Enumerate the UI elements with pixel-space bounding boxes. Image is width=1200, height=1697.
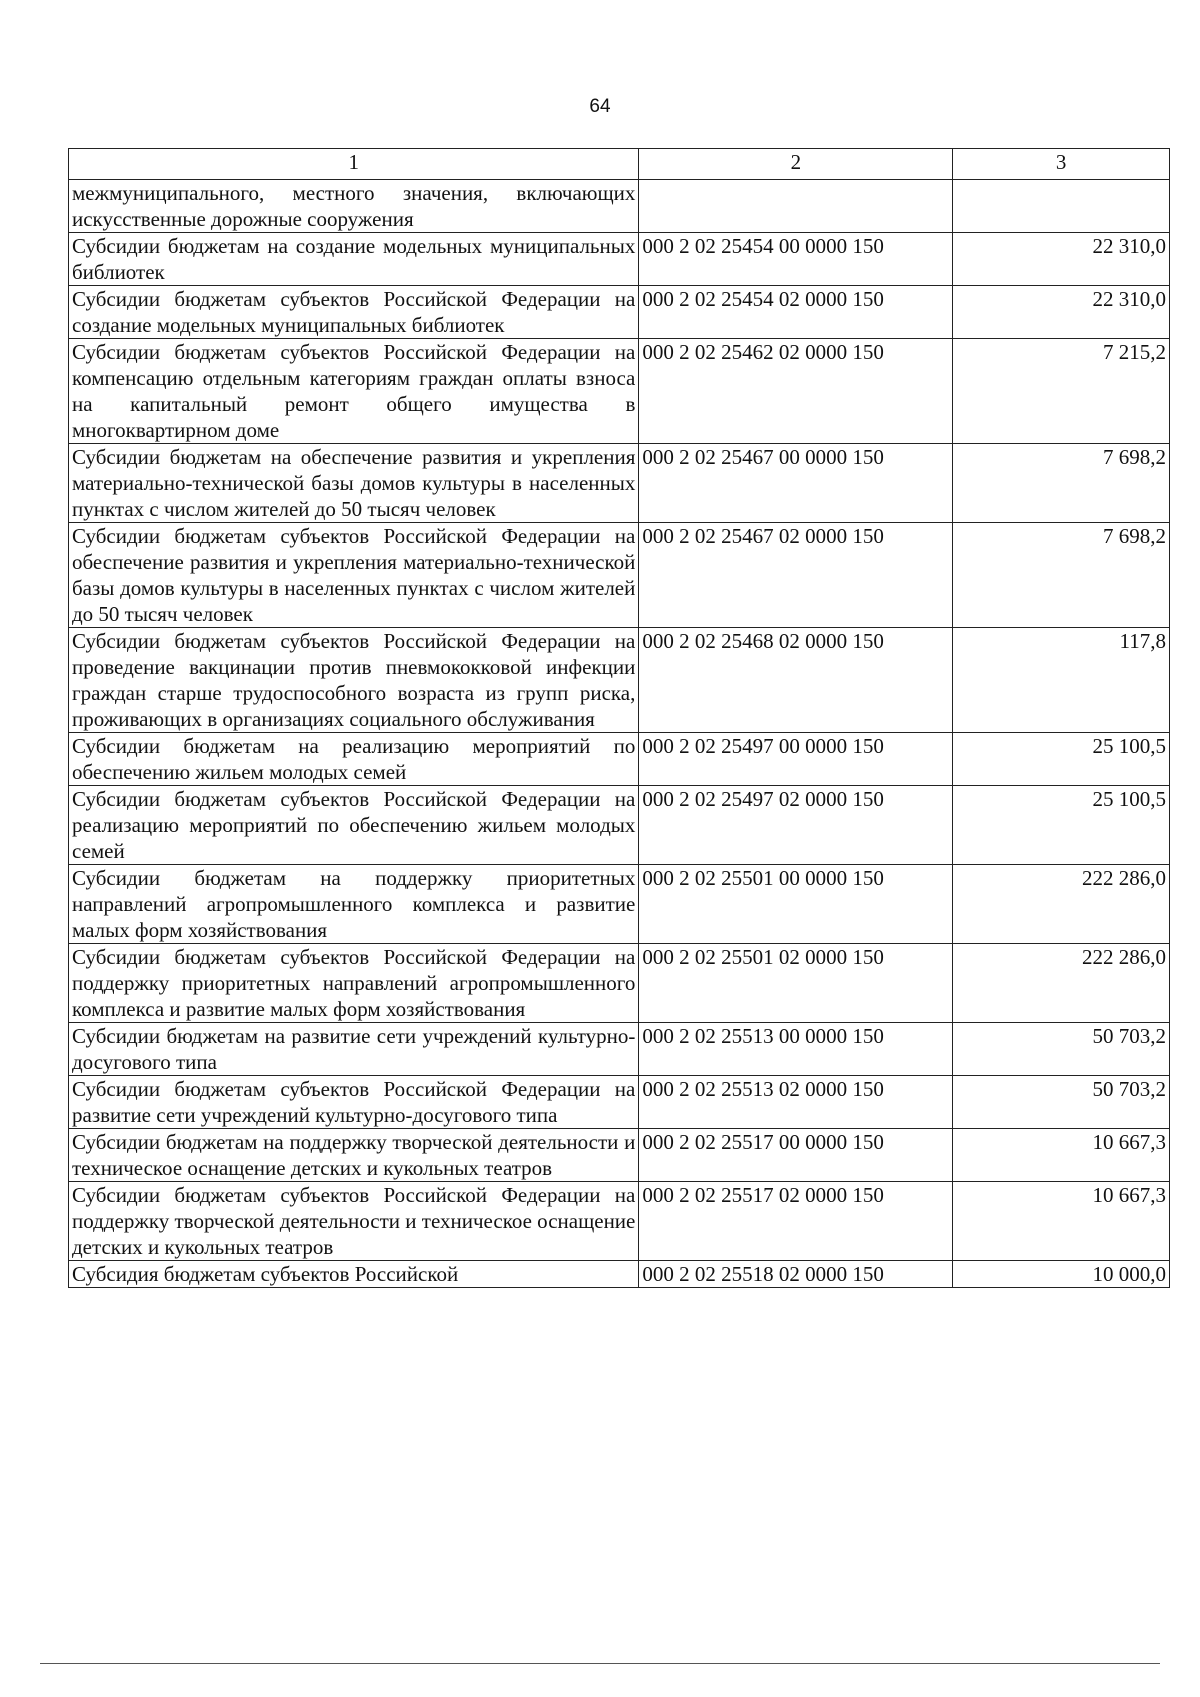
row-code (639, 180, 953, 233)
row-description: Субсидии бюджетам на поддержку приоритетных направлений агропромышленного комплекса и развитие малых форм хозяйствования (69, 865, 639, 944)
column-header: 1 (69, 149, 639, 180)
row-description: межмуниципального, местного значения, включающих искусственные дорожные сооружения (69, 180, 639, 233)
row-amount: 50 703,2 (953, 1023, 1170, 1076)
row-code: 000 2 02 25454 00 0000 150 (639, 233, 953, 286)
row-amount: 25 100,5 (953, 786, 1170, 865)
row-description: Субсидии бюджетам субъектов Российской Федерации на обеспечение развития и укрепления материально-технической базы домов культуры в населенных пунктах с числом жителей до 50 тысяч человек (69, 523, 639, 628)
row-code: 000 2 02 25497 02 0000 150 (639, 786, 953, 865)
row-description: Субсидии бюджетам субъектов Российской Федерации на развитие сети учреждений культурно-досугового типа (69, 1076, 639, 1129)
row-description: Субсидии бюджетам субъектов Российской Федерации на создание модельных муниципальных библиотек (69, 286, 639, 339)
row-code: 000 2 02 25467 02 0000 150 (639, 523, 953, 628)
row-code: 000 2 02 25513 00 0000 150 (639, 1023, 953, 1076)
row-code: 000 2 02 25462 02 0000 150 (639, 339, 953, 444)
row-code: 000 2 02 25513 02 0000 150 (639, 1076, 953, 1129)
table-row (69, 233, 1170, 286)
row-description: Субсидии бюджетам субъектов Российской Федерации на поддержку приоритетных направлений агропромышленного комплекса и развитие малых форм хозяйствования (69, 944, 639, 1023)
page-number: 64 (589, 96, 611, 117)
row-description: Субсидии бюджетам субъектов Российской Федерации на реализацию мероприятий по обеспечению жильем молодых семей (69, 786, 639, 865)
table-row (69, 523, 1170, 628)
table-body (69, 180, 1170, 1288)
row-code: 000 2 02 25517 00 0000 150 (639, 1129, 953, 1182)
table-row (69, 286, 1170, 339)
row-amount (953, 180, 1170, 233)
row-description: Субсидии бюджетам на обеспечение развития и укрепления материально-технической базы домов культуры в населенных пунктах с числом жителей до 50 тысяч человек (69, 444, 639, 523)
row-code: 000 2 02 25468 02 0000 150 (639, 628, 953, 733)
row-amount: 7 698,2 (953, 444, 1170, 523)
row-amount: 25 100,5 (953, 733, 1170, 786)
table-row (69, 628, 1170, 733)
row-amount: 7 215,2 (953, 339, 1170, 444)
row-description: Субсидии бюджетам субъектов Российской Федерации на поддержку творческой деятельности и техническое оснащение детских и кукольных театров (69, 1182, 639, 1261)
table-row (69, 1076, 1170, 1129)
row-description: Субсидии бюджетам на развитие сети учреждений культурно-досугового типа (69, 1023, 639, 1076)
table-row (69, 944, 1170, 1023)
row-amount: 222 286,0 (953, 944, 1170, 1023)
row-code: 000 2 02 25517 02 0000 150 (639, 1182, 953, 1261)
row-amount: 10 667,3 (953, 1182, 1170, 1261)
row-amount: 22 310,0 (953, 233, 1170, 286)
row-description: Субсидии бюджетам на поддержку творческой деятельности и техническое оснащение детских и кукольных театров (69, 1129, 639, 1182)
page-bottom-rule (40, 1663, 1160, 1664)
row-description: Субсидии бюджетам на создание модельных муниципальных библиотек (69, 233, 639, 286)
row-description: Субсидии бюджетам субъектов Российской Федерации на компенсацию отдельным категориям граждан оплаты взноса на капитальный ремонт общего имущества в многоквартирном доме (69, 339, 639, 444)
row-code: 000 2 02 25501 02 0000 150 (639, 944, 953, 1023)
table-row (69, 786, 1170, 865)
row-description: Субсидии бюджетам на реализацию мероприятий по обеспечению жильем молодых семей (69, 733, 639, 786)
row-code: 000 2 02 25497 00 0000 150 (639, 733, 953, 786)
table-header-row (69, 149, 1170, 180)
row-amount: 117,8 (953, 628, 1170, 733)
row-code: 000 2 02 25518 02 0000 150 (639, 1261, 953, 1288)
row-amount: 222 286,0 (953, 865, 1170, 944)
table-row (69, 1182, 1170, 1261)
table-row (69, 339, 1170, 444)
row-code: 000 2 02 25454 02 0000 150 (639, 286, 953, 339)
table-row (69, 865, 1170, 944)
column-header: 3 (953, 149, 1170, 180)
column-header: 2 (639, 149, 953, 180)
row-description: Субсидия бюджетам субъектов Российской (69, 1261, 639, 1288)
budget-table (68, 148, 1170, 1288)
table-row (69, 444, 1170, 523)
table-row (69, 1261, 1170, 1288)
row-description: Субсидии бюджетам субъектов Российской Федерации на проведение вакцинации против пневмококковой инфекции граждан старше трудоспособного возраста из групп риска, проживающих в организациях социального обслуживания (69, 628, 639, 733)
table-row (69, 1129, 1170, 1182)
row-amount: 10 000,0 (953, 1261, 1170, 1288)
table-row (69, 733, 1170, 786)
row-amount: 22 310,0 (953, 286, 1170, 339)
row-amount: 10 667,3 (953, 1129, 1170, 1182)
row-amount: 50 703,2 (953, 1076, 1170, 1129)
table-row (69, 180, 1170, 233)
row-amount: 7 698,2 (953, 523, 1170, 628)
row-code: 000 2 02 25501 00 0000 150 (639, 865, 953, 944)
row-code: 000 2 02 25467 00 0000 150 (639, 444, 953, 523)
table-row (69, 1023, 1170, 1076)
